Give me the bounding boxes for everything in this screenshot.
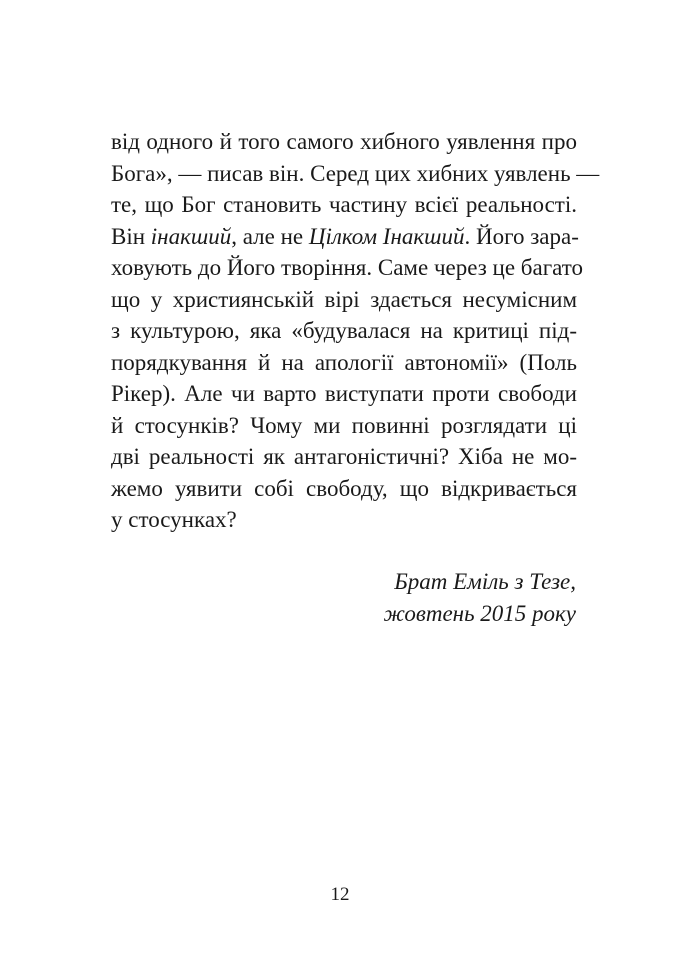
text-segment: , але не — [231, 223, 309, 249]
text-line — [111, 126, 577, 158]
text-line — [111, 410, 577, 442]
text-line — [111, 158, 600, 190]
text-line — [111, 252, 584, 284]
text-segment: те, що Бог становить частину всієї реальності. — [111, 192, 577, 217]
signature — [384, 566, 576, 629]
text-segment: . Його зара- — [464, 223, 579, 249]
text-segment: Він — [111, 223, 151, 249]
text-segment: Бога», — писав він. Серед цих хибних уявлень — — [111, 160, 600, 186]
text-segment: з культурою, яка «будувалася на критиці під- — [111, 318, 577, 343]
italic-text: інакший — [150, 223, 232, 249]
text-segment: й стосунків? Чому ми повинні розглядати ці — [111, 412, 577, 438]
signature-date: жовтень 2015 року — [383, 600, 576, 626]
text-segment: дві реальності як антагоністичні? Хіба не мо- — [111, 444, 577, 469]
text-line — [111, 315, 577, 347]
page-number: 12 — [330, 884, 350, 905]
text-line — [111, 189, 577, 221]
text-line — [111, 221, 577, 253]
body-text — [111, 126, 600, 536]
text-segment: Рікер). Але чи варто виступати проти свободи — [111, 381, 577, 406]
italic-text: Цілком Інакший — [308, 223, 465, 249]
text-segment: порядкування й на апології автономії» (Поль — [111, 349, 577, 375]
text-line — [111, 378, 577, 410]
text-segment: що у християнській вірі здається несумісним — [111, 286, 577, 312]
text-segment: жемо уявити собі свободу, що відкривається — [111, 475, 577, 501]
text-segment: у стосунках? — [111, 507, 237, 532]
text-line — [111, 441, 577, 473]
text-line — [111, 284, 577, 316]
text-segment: від одного й того самого хибного уявлення про — [111, 129, 577, 154]
text-segment: ховують до Його творіння. Саме через це багато — [111, 255, 584, 280]
text-line — [111, 504, 577, 536]
text-line — [111, 347, 577, 379]
text-line — [111, 473, 577, 505]
signature-author: Брат Еміль з Тезе, — [394, 569, 576, 594]
